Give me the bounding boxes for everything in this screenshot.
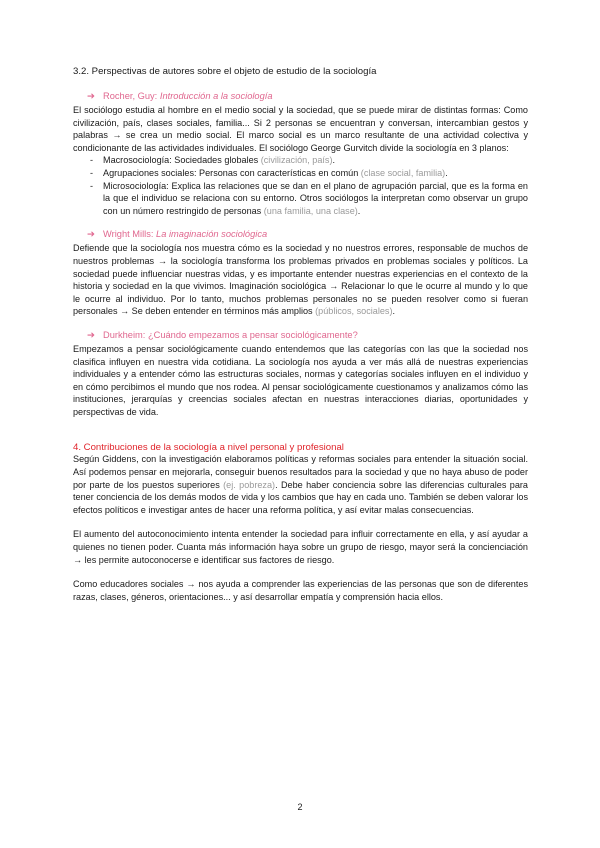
list-item: - Microsociología: Explica las relaciones que se dan en el plano de agrupación parcial, que es la forma en la que el individuo se relaciona con su entorno. Otros sociólogos la interpretan como observar un grupo con un número restringido de personas (una familia, una clase).	[90, 180, 528, 216]
author-rocher: ➔ Rocher, Guy: Introducción a la sociología	[87, 91, 273, 101]
arrow-icon: ➔	[87, 329, 95, 340]
work-title: Introducción a la sociología	[159, 91, 273, 101]
section-3-2-title: 3.2. Perspectivas de autores sobre el objeto de estudio de la sociología	[73, 66, 377, 77]
work-title: La imaginación sociológica	[156, 229, 268, 240]
section-4-paragraph-2: El aumento del autoconocimiento intenta entender la sociedad para influir correctamente en ella, y así ayudar a quienes no tienen poder. Cuanta más información haya sobre un grupo de riesgo, mayor será la concienciación → les permite autoconocerse e identificar sus factores de riesgo.	[73, 529, 528, 565]
planos-list	[73, 154, 528, 217]
durkheim-paragraph: Empezamos a pensar sociológicamente cuando entendemos que las categorías con las que la sociedad nos clasifica influyen en nuestra vida cotidiana. La sociología nos ayuda a ver más allá de nuestras experiencias individuales y a entender cómo las estructuras sociales, normas y categorías sociales influyen en el individuo y en cómo percibimos el mundo que nos rodea. Al pensar sociológicamente cuestionamos y analizamos cómo las instituciones, jerarquías y creencias sociales afectan en nuestras interacciones diarias, oportunidades y perspectivas de vida.	[73, 343, 528, 417]
mills-paragraph: Defiende que la sociología nos muestra cómo es la sociedad y no nuestros errores, responsable de muchos de nuestros problemas → la sociología transforma los problemas privados en problemas sociales y políticos. La sociedad puede influenciar nuestras vidas, y es importante entender nuestras experiencias en el contexto de la historia y sociedad en la que vivimos. Imaginación sociológica → Relacionar lo que le ocurre al mundo y lo que le ocurre al individuo. Por lo tanto, muchos problemas personales no se pueden resolver como si fueran personales → Se deben entender en términos más amplios (públicos, sociales).	[73, 243, 528, 317]
list-item: - Agrupaciones sociales: Personas con características en común (clase social, familia).	[90, 167, 448, 178]
arrow-icon: ➔	[87, 229, 95, 240]
list-item: - Macrosociología: Sociedades globales (civilización, país).	[90, 155, 336, 166]
page-number: 2	[297, 802, 303, 812]
author-mills: ➔ Wright Mills: La imaginación sociológica	[87, 229, 268, 240]
section-4-title: 4. Contribuciones de la sociología a nivel personal y profesional	[73, 442, 344, 454]
arrow-icon: ➔	[87, 91, 95, 101]
section-4-paragraph-3: Como educadores sociales → nos ayuda a comprender las experiencias de las personas que son de diferentes razas, clases, géneros, orientaciones... y así desarrollar empatía y comprensión hacia ellos.	[73, 579, 528, 602]
rocher-paragraph: El sociólogo estudia al hombre en el medio social y la sociedad, que se puede mirar de distintas formas: Como civilización, país, clases sociales, familia... Si 2 personas se encuentran y conversan, intercambian gestos y palabras → se crea un medio social. El marco social es un marco resultante de una actividad colectiva y condicionante de las actividades individuales. El sociólogo George Gurvitch divide la sociología en 3 planos:	[73, 105, 528, 153]
author-durkheim: ➔ Durkheim: ¿Cuándo empezamos a pensar sociológicamente?	[87, 329, 358, 340]
document-page	[73, 66, 528, 603]
section-4-paragraph-1: Según Giddens, con la investigación elaboramos políticas y reformas sociales para entender la situación social. Así podemos pensar en mejorarla, conseguir buenos resultados para la sociedad y que no haya abuso de poder por parte de los puestos superiores (ej. pobreza). Debe haber conciencia sobre las diferencias culturales para tener conciencia de los demás modos de vida y los cambios que hay en cada uno. También se deben valorar los efectos políticos e investigar antes de hacer una reforma política, y así evitar malas consecuencias.	[73, 454, 528, 515]
